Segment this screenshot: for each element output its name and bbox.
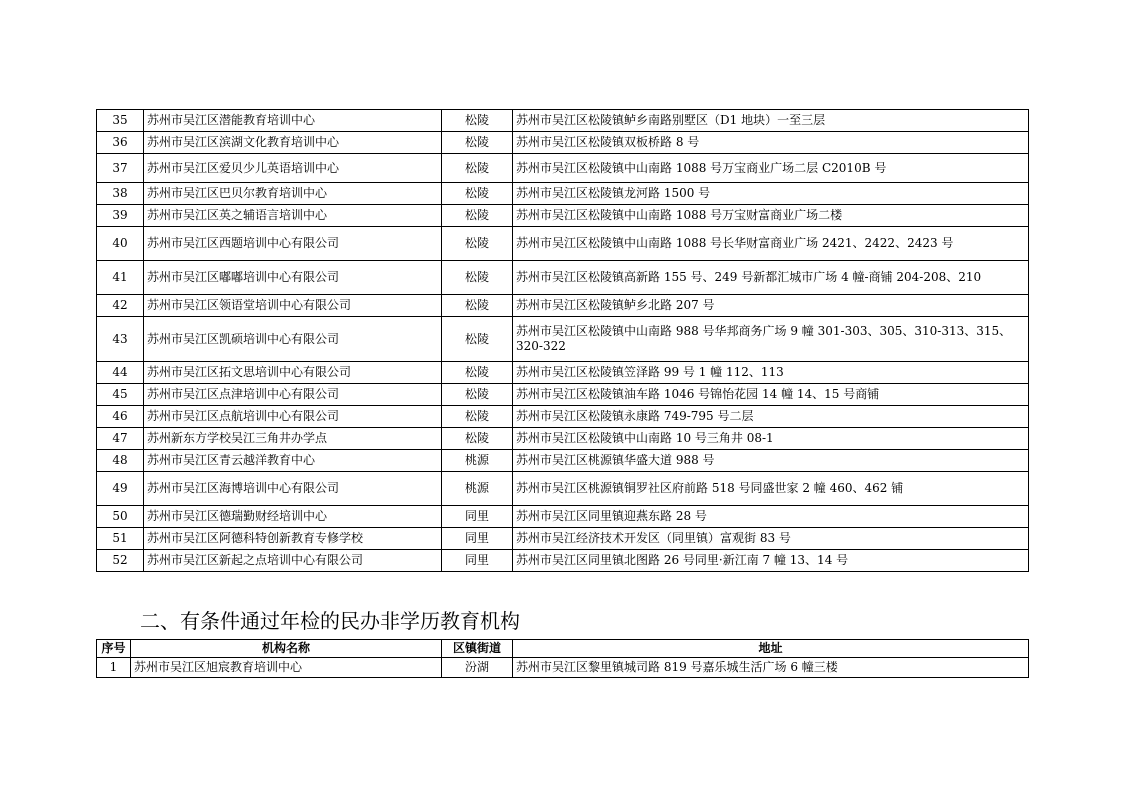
cell-town: 松陵 (442, 183, 513, 205)
table-row (97, 658, 1029, 678)
cell-town: 松陵 (442, 110, 513, 132)
cell-no: 35 (97, 110, 144, 132)
cell-no: 1 (97, 658, 131, 678)
cell-address: 苏州市吴江区松陵镇中山南路 988 号华邦商务广场 9 幢 301-303、305、310-313、315、320-322 (513, 317, 1029, 362)
cell-address: 苏州市吴江区松陵镇中山南路 1088 号万宝商业广场二层 C2010B 号 (513, 154, 1029, 183)
table-row (97, 384, 1029, 406)
table-row (97, 183, 1029, 205)
cell-town: 松陵 (442, 384, 513, 406)
cell-name: 苏州市吴江区爱贝少儿英语培训中心 (144, 154, 442, 183)
cell-address: 苏州市吴江区松陵镇中山南路 1088 号万宝财富商业广场二楼 (513, 205, 1029, 227)
table-row (97, 472, 1029, 506)
cell-no: 46 (97, 406, 144, 428)
table-row (97, 110, 1029, 132)
conditional-pass-table (96, 639, 1029, 678)
cell-address: 苏州市吴江经济技术开发区（同里镇）富观街 83 号 (513, 528, 1029, 550)
header-no: 序号 (97, 640, 131, 658)
cell-town: 松陵 (442, 317, 513, 362)
table-row (97, 261, 1029, 295)
cell-address: 苏州市吴江区松陵镇鲈乡北路 207 号 (513, 295, 1029, 317)
cell-no: 41 (97, 261, 144, 295)
cell-name: 苏州市吴江区新起之点培训中心有限公司 (144, 550, 442, 572)
table-row (97, 227, 1029, 261)
cell-name: 苏州市吴江区巴贝尔教育培训中心 (144, 183, 442, 205)
cell-no: 43 (97, 317, 144, 362)
cell-address: 苏州市吴江区松陵镇中山南路 10 号三角井 08-1 (513, 428, 1029, 450)
header-address: 地址 (513, 640, 1029, 658)
table-row (97, 205, 1029, 227)
table-row (97, 154, 1029, 183)
section-title: 二、有条件通过年检的民办非学历教育机构 (140, 609, 520, 633)
cell-town: 松陵 (442, 428, 513, 450)
table-row (97, 406, 1029, 428)
cell-address: 苏州市吴江区松陵镇双板桥路 8 号 (513, 132, 1029, 154)
cell-no: 52 (97, 550, 144, 572)
cell-town: 同里 (442, 506, 513, 528)
cell-address: 苏州市吴江区松陵镇笠泽路 99 号 1 幢 112、113 (513, 362, 1029, 384)
institution-table-continued (96, 109, 1029, 572)
table-row (97, 428, 1029, 450)
cell-address: 苏州市吴江区松陵镇龙河路 1500 号 (513, 183, 1029, 205)
cell-no: 47 (97, 428, 144, 450)
cell-town: 松陵 (442, 132, 513, 154)
cell-town: 同里 (442, 528, 513, 550)
cell-address: 苏州市吴江区桃源镇铜罗社区府前路 518 号同盛世家 2 幢 460、462 铺 (513, 472, 1029, 506)
table-row (97, 450, 1029, 472)
cell-address: 苏州市吴江区松陵镇中山南路 1088 号长华财富商业广场 2421、2422、2423 号 (513, 227, 1029, 261)
cell-no: 48 (97, 450, 144, 472)
cell-town: 松陵 (442, 154, 513, 183)
cell-name: 苏州市吴江区潜能教育培训中心 (144, 110, 442, 132)
cell-address: 苏州市吴江区松陵镇油车路 1046 号锦怡花园 14 幢 14、15 号商铺 (513, 384, 1029, 406)
header-name: 机构名称 (131, 640, 442, 658)
cell-name: 苏州市吴江区拓文思培训中心有限公司 (144, 362, 442, 384)
table-row (97, 506, 1029, 528)
cell-name: 苏州市吴江区旭宸教育培训中心 (131, 658, 442, 678)
cell-no: 42 (97, 295, 144, 317)
table-row (97, 295, 1029, 317)
cell-address: 苏州市吴江区松陵镇高新路 155 号、249 号新都汇城市广场 4 幢-商铺 204-208、210 (513, 261, 1029, 295)
cell-no: 36 (97, 132, 144, 154)
cell-town: 松陵 (442, 205, 513, 227)
cell-town: 桃源 (442, 450, 513, 472)
table-row (97, 317, 1029, 362)
cell-name: 苏州市吴江区领语堂培训中心有限公司 (144, 295, 442, 317)
cell-address: 苏州市吴江区松陵镇永康路 749-795 号二层 (513, 406, 1029, 428)
cell-name: 苏州市吴江区青云越洋教育中心 (144, 450, 442, 472)
cell-address: 苏州市吴江区同里镇北图路 26 号同里·新江南 7 幢 13、14 号 (513, 550, 1029, 572)
cell-no: 44 (97, 362, 144, 384)
cell-no: 51 (97, 528, 144, 550)
cell-address: 苏州市吴江区黎里镇城司路 819 号嘉乐城生活广场 6 幢三楼 (513, 658, 1029, 678)
cell-no: 40 (97, 227, 144, 261)
institution-table-body (97, 110, 1029, 572)
cell-town: 桃源 (442, 472, 513, 506)
cell-name: 苏州市吴江区凯硕培训中心有限公司 (144, 317, 442, 362)
header-town: 区镇街道 (442, 640, 513, 658)
table-header-row (97, 640, 1029, 658)
cell-no: 50 (97, 506, 144, 528)
cell-name: 苏州市吴江区西题培训中心有限公司 (144, 227, 442, 261)
cell-name: 苏州市吴江区滨湖文化教育培训中心 (144, 132, 442, 154)
cell-name: 苏州市吴江区嘟嘟培训中心有限公司 (144, 261, 442, 295)
cell-no: 49 (97, 472, 144, 506)
conditional-table-body (97, 658, 1029, 678)
cell-address: 苏州市吴江区同里镇迎燕东路 28 号 (513, 506, 1029, 528)
cell-town: 松陵 (442, 362, 513, 384)
cell-no: 38 (97, 183, 144, 205)
cell-town: 同里 (442, 550, 513, 572)
cell-no: 45 (97, 384, 144, 406)
cell-no: 39 (97, 205, 144, 227)
cell-town: 汾湖 (442, 658, 513, 678)
cell-name: 苏州市吴江区英之辅语言培训中心 (144, 205, 442, 227)
cell-town: 松陵 (442, 295, 513, 317)
table-row (97, 528, 1029, 550)
table-row (97, 362, 1029, 384)
table-row (97, 550, 1029, 572)
cell-town: 松陵 (442, 406, 513, 428)
cell-address: 苏州市吴江区桃源镇华盛大道 988 号 (513, 450, 1029, 472)
cell-address: 苏州市吴江区松陵镇鲈乡南路别墅区（D1 地块）一至三层 (513, 110, 1029, 132)
table-row (97, 132, 1029, 154)
cell-name: 苏州市吴江区海博培训中心有限公司 (144, 472, 442, 506)
cell-name: 苏州市吴江区阿德科特创新教育专修学校 (144, 528, 442, 550)
cell-name: 苏州市吴江区点津培训中心有限公司 (144, 384, 442, 406)
cell-name: 苏州市吴江区德瑞勤财经培训中心 (144, 506, 442, 528)
cell-no: 37 (97, 154, 144, 183)
cell-name: 苏州市吴江区点航培训中心有限公司 (144, 406, 442, 428)
cell-town: 松陵 (442, 261, 513, 295)
cell-name: 苏州新东方学校吴江三角井办学点 (144, 428, 442, 450)
cell-town: 松陵 (442, 227, 513, 261)
